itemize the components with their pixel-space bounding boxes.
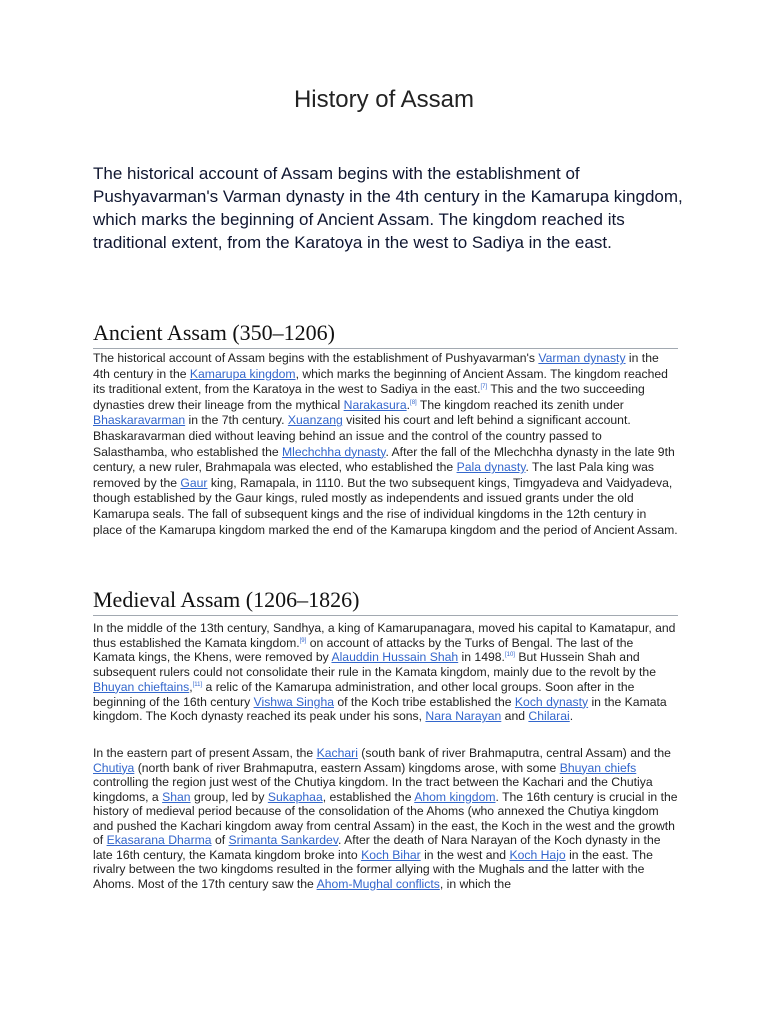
paragraph-text: , in which the — [439, 876, 511, 891]
paragraph-text: . The 16th century is crucial in the history of medieval period because of the consolidation of the Ahoms (who annexed the Chutiya kingdom and pushed the Kachari kingdom away from central Assam) in the east, the Koch in the west and the growth of — [93, 789, 678, 847]
paragraph-text: This and the two succeeding dynasties drew their lineage from the mythical — [93, 382, 645, 412]
paragraph-text: in the 7th century. — [185, 413, 288, 428]
paragraph-text: (south bank of river Brahmaputra, central Assam) and the — [357, 746, 671, 760]
citation-ref-link[interactable]: [7] — [480, 384, 488, 391]
wiki-link[interactable]: Kamarupa kingdom — [189, 366, 296, 381]
wiki-link[interactable]: Bhuyan chiefs — [559, 760, 637, 775]
paragraph-text: and — [501, 709, 529, 724]
paragraph-text: In the eastern part of present Assam, the — [93, 746, 317, 760]
paragraph-text: visited his court and left behind a significant account. Bhaskaravarman died without leaving behind an issue and the control of the country passed to Salasthamba, who established the — [93, 413, 631, 459]
wiki-link[interactable]: Koch dynasty — [514, 694, 589, 709]
wiki-link[interactable]: Shan — [162, 789, 191, 804]
citation-ref-link[interactable]: [10] — [504, 652, 515, 659]
paragraph-text: in the west and — [420, 847, 510, 862]
wiki-link[interactable]: Koch Hajo — [509, 847, 566, 862]
section-heading-medieval-assam: Medieval Assam (1206–1826) — [93, 587, 678, 616]
paragraph-text: of the Koch tribe established the — [334, 694, 515, 709]
paragraph-text: . After the fall of the Mlechchha dynasty in the late 9th century, a new ruler, Brahmapala was elected, who established the — [93, 444, 675, 475]
section-paragraph — [93, 351, 678, 538]
paragraph-text: , established the — [322, 789, 415, 804]
paragraph-text: a relic of the Kamarupa administration, and other local groups. Soon after in the beginning of the 16th century — [93, 679, 635, 709]
paragraph-text: . — [406, 397, 411, 412]
wiki-link[interactable]: Vishwa Singha — [253, 694, 334, 709]
wiki-link[interactable]: Varman dynasty — [538, 351, 626, 365]
paragraph-text: In the middle of the 13th century, Sandhya, a king of Kamarupanagara, moved his capital to Kamatapur, and thus established the Kamata kingdom. — [93, 621, 676, 650]
wiki-link[interactable]: Pala dynasty — [456, 460, 526, 475]
paragraph-text: in the east. The rivalry between the two kingdoms resulted in the former allying with the Mughals and the latter with the Ahoms. Most of the 17th century saw the — [93, 847, 653, 891]
paragraph-text: in the 4th century in the — [93, 351, 659, 381]
citation-ref-link[interactable]: [11] — [192, 681, 203, 688]
wiki-link[interactable]: Chilarai — [528, 709, 570, 724]
paragraph-text: of — [211, 833, 229, 847]
wiki-link[interactable]: Ekasarana Dharma — [106, 833, 212, 847]
wiki-link[interactable]: Narakasura — [343, 397, 407, 412]
wiki-link[interactable]: Chutiya — [93, 760, 135, 775]
wiki-link[interactable]: Mlechchha dynasty — [282, 444, 386, 459]
paragraph-text: The kingdom reached its zenith under — [416, 397, 624, 412]
paragraph-text: in 1498. — [458, 650, 505, 665]
paragraph-text: in the Kamata kingdom. The Koch dynasty reached its peak under his sons, — [93, 694, 667, 724]
paragraph-text: . After the death of Nara Narayan of the Koch dynasty in the late 16th century, the Kamata kingdom broke into — [93, 833, 661, 862]
paragraph-text: king, Ramapala, in 1110. But the two subsequent kings, Timgyadeva and Vaidyadeva, though established by the Gaur kings, ruled mostly as independents and issued grants under the old Kamarupa seals. The fall of subsequent kings and the rise of individual kingdoms in the 12th century in place of the Kamarupa kingdom marked the end of the Kamarupa kingdom and the period of Ancient Assam. — [93, 475, 678, 537]
citation-ref-link[interactable]: [9] — [299, 637, 307, 644]
wiki-link[interactable]: Koch Bihar — [361, 847, 421, 862]
paragraph-text: group, led by — [190, 789, 268, 804]
paragraph-text: But Hussein Shah and subsequent rulers could not consolidate their rule in the Kamata kingdom, mainly due to the revolt by the — [93, 650, 656, 680]
wiki-link[interactable]: Bhuyan chieftains — [93, 679, 190, 694]
wiki-link[interactable]: Kachari — [316, 746, 358, 760]
paragraph-text: controlling the region just west of the Chutiya kingdom. In the tract between the Kachari and the Chutiya kingdoms, a — [93, 775, 653, 804]
citation-ref-link[interactable]: [8] — [410, 399, 417, 406]
paragraph-text: (north bank of river Brahmaputra, eastern Assam) kingdoms arose, with some — [134, 760, 560, 775]
wiki-link[interactable]: Xuanzang — [287, 413, 343, 428]
wiki-link[interactable]: Gaur — [180, 475, 208, 490]
paragraph-text: , — [189, 679, 193, 694]
paragraph-text: on account of attacks by the Turks of Bengal. The last of the Kamata kings, the Khens, were removed by — [93, 635, 634, 665]
wiki-link[interactable]: Alauddin Hussain Shah — [331, 650, 459, 665]
page-title: History of Assam — [293, 86, 475, 113]
section-paragraph — [93, 621, 678, 724]
wiki-link[interactable]: Srimanta Sankardev — [228, 833, 339, 847]
wiki-link[interactable]: Nara Narayan — [425, 709, 502, 724]
wiki-link[interactable]: Bhaskaravarman — [93, 413, 186, 428]
wiki-link[interactable]: Sukaphaa — [267, 789, 323, 804]
paragraph-text: . — [569, 709, 574, 724]
wiki-link[interactable]: Ahom-Mughal conflicts — [316, 876, 440, 891]
section-paragraph — [93, 746, 678, 891]
paragraph-text: The historical account of Assam begins with the establishment of Pushyavarman's — [93, 351, 539, 365]
section-heading-ancient-assam: Ancient Assam (350–1206) — [93, 320, 678, 349]
paragraph-text: . The last Pala king was removed by the — [93, 460, 654, 490]
wiki-link[interactable]: Ahom kingdom — [414, 789, 496, 804]
paragraph-text: , which marks the beginning of Ancient Assam. The kingdom reached its traditional extent, from the Karatoya in the west to Sadiya in the east. — [93, 366, 668, 397]
intro-summary: The historical account of Assam begins with the establishment of Pushyavarman's Varman dynasty in the 4th century in the Kamarupa kingdom, which marks the beginning of Ancient Assam. The kingdom reached its traditional extent, from the Karatoya in the west to Sadiya in the east. — [93, 164, 683, 252]
